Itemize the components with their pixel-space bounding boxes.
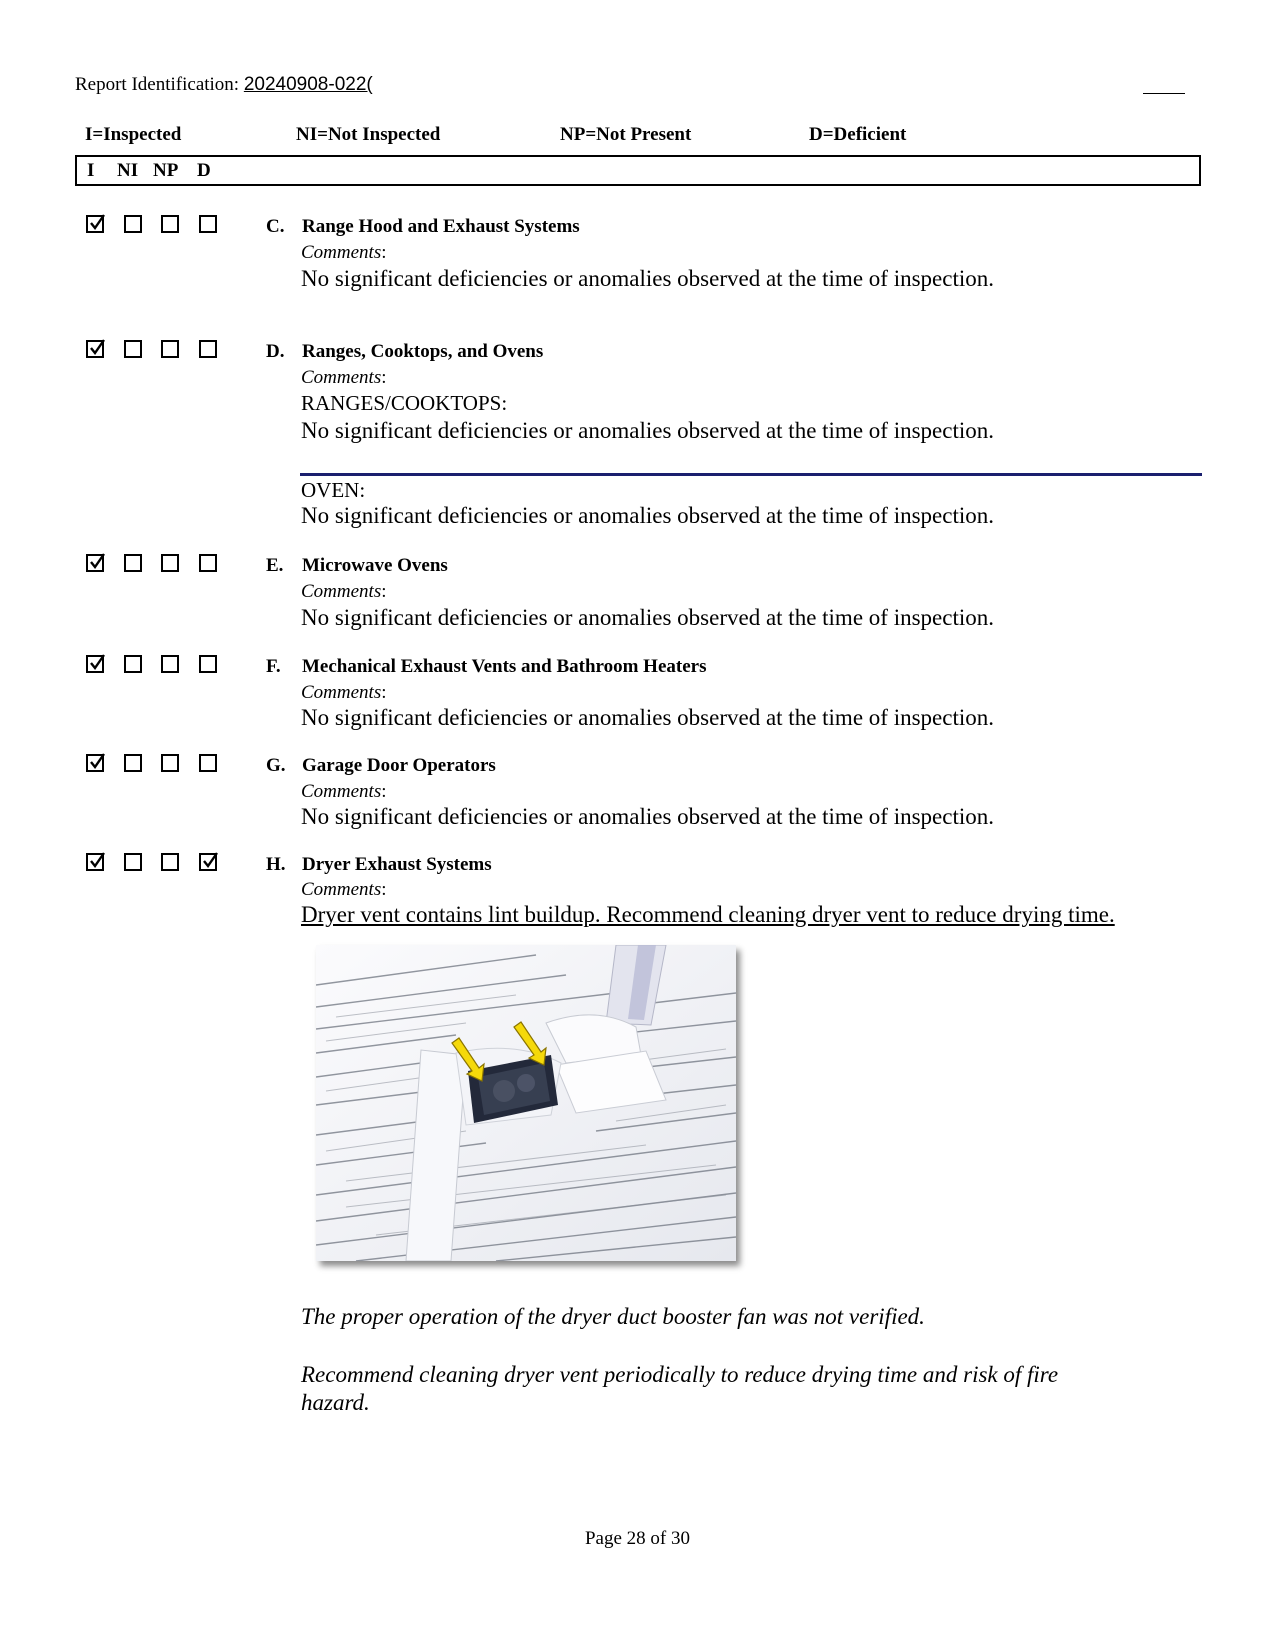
checkbox-i[interactable] <box>86 853 104 871</box>
checkbox-d[interactable] <box>199 215 217 233</box>
subsection-label-ranges: RANGES/COOKTOPS: <box>301 391 508 415</box>
checkbox-ni[interactable] <box>124 340 142 358</box>
check-mark-icon <box>89 753 107 771</box>
section-letter: F. <box>266 656 281 677</box>
section-letter: D. <box>266 341 285 362</box>
section-comment-text: No significant deficiencies or anomalies observed at the time of inspection. <box>301 605 994 630</box>
checkbox-np[interactable] <box>161 215 179 233</box>
section-comment-text: No significant deficiencies or anomalies observed at the time of inspection. <box>301 503 994 528</box>
comments-label: Comments: <box>301 242 387 263</box>
checkbox-ni[interactable] <box>124 655 142 673</box>
report-identification <box>75 74 373 96</box>
section-title: Mechanical Exhaust Vents and Bathroom Heaters <box>302 656 707 677</box>
check-mark-icon <box>89 553 107 571</box>
checkbox-np[interactable] <box>161 853 179 871</box>
checkbox-i[interactable] <box>86 554 104 572</box>
checkbox-i[interactable] <box>86 754 104 772</box>
note-recommend-line1: Recommend cleaning dryer vent periodically to reduce drying time and risk of fire <box>301 1362 1059 1387</box>
section-title: Dryer Exhaust Systems <box>302 854 492 875</box>
section-letter: G. <box>266 755 286 776</box>
section-title: Microwave Ovens <box>302 555 448 576</box>
section-title: Garage Door Operators <box>302 755 496 776</box>
checkbox-ni[interactable] <box>124 215 142 233</box>
report-id-value: 20240908-022( <box>243 74 373 95</box>
column-ni: NI <box>117 160 139 181</box>
comments-label: Comments: <box>301 682 387 703</box>
comments-label: Comments: <box>301 879 387 900</box>
checkbox-d[interactable] <box>199 655 217 673</box>
section-letter: E. <box>266 555 284 576</box>
section-title: Range Hood and Exhaust Systems <box>302 216 580 237</box>
check-mark-icon <box>89 654 107 672</box>
deficiency-comment-text: Dryer vent contains lint buildup. Recommend cleaning dryer vent to reduce drying time. <box>301 902 1115 927</box>
section-letter: H. <box>266 854 286 875</box>
legend-not-present: NP=Not Present <box>560 124 692 145</box>
note-recommend-line2: hazard. <box>301 1390 370 1415</box>
section-title: Ranges, Cooktops, and Ovens <box>302 341 544 362</box>
note-booster-fan: The proper operation of the dryer duct booster fan was not verified. <box>301 1304 925 1329</box>
checkbox-ni[interactable] <box>124 554 142 572</box>
comments-label: Comments: <box>301 781 387 802</box>
comments-label: Comments: <box>301 367 387 388</box>
checkbox-np[interactable] <box>161 554 179 572</box>
checkbox-np[interactable] <box>161 340 179 358</box>
check-mark-icon <box>89 214 107 232</box>
page-number: Page 28 of 30 <box>584 1528 690 1549</box>
checkbox-d[interactable] <box>199 853 217 871</box>
report-blank-line <box>1143 93 1185 94</box>
checkbox-np[interactable] <box>161 655 179 673</box>
checkbox-ni[interactable] <box>124 754 142 772</box>
column-header-box <box>75 155 1201 186</box>
comments-label: Comments: <box>301 581 387 602</box>
section-letter: C. <box>266 216 285 237</box>
checkbox-d[interactable] <box>199 340 217 358</box>
checkbox-d[interactable] <box>199 754 217 772</box>
column-i: I <box>87 160 95 181</box>
checkbox-ni[interactable] <box>124 853 142 871</box>
checkbox-np[interactable] <box>161 754 179 772</box>
checkbox-i[interactable] <box>86 655 104 673</box>
section-divider-rule <box>300 473 1202 476</box>
section-comment-text: No significant deficiencies or anomalies observed at the time of inspection. <box>301 266 994 291</box>
legend-deficient: D=Deficient <box>809 124 907 145</box>
legend-inspected: I=Inspected <box>85 124 182 145</box>
checkbox-i[interactable] <box>86 215 104 233</box>
subsection-label-oven: OVEN: <box>301 478 366 502</box>
report-id-label: Report Identification: <box>75 74 244 95</box>
legend-not-inspected: NI=Not Inspected <box>296 124 441 145</box>
checkbox-i[interactable] <box>86 340 104 358</box>
column-np: NP <box>153 160 179 181</box>
checkbox-d[interactable] <box>199 554 217 572</box>
check-mark-icon <box>89 852 107 870</box>
section-comment-text: No significant deficiencies or anomalies observed at the time of inspection. <box>301 705 994 730</box>
column-d: D <box>197 160 211 181</box>
section-comment-text: No significant deficiencies or anomalies observed at the time of inspection. <box>301 804 994 829</box>
check-mark-icon <box>202 852 220 870</box>
section-comment-text: No significant deficiencies or anomalies observed at the time of inspection. <box>301 418 994 443</box>
check-mark-icon <box>89 339 107 357</box>
dryer-vent-photo <box>316 945 736 1261</box>
dryer-vent-image <box>316 945 736 1261</box>
